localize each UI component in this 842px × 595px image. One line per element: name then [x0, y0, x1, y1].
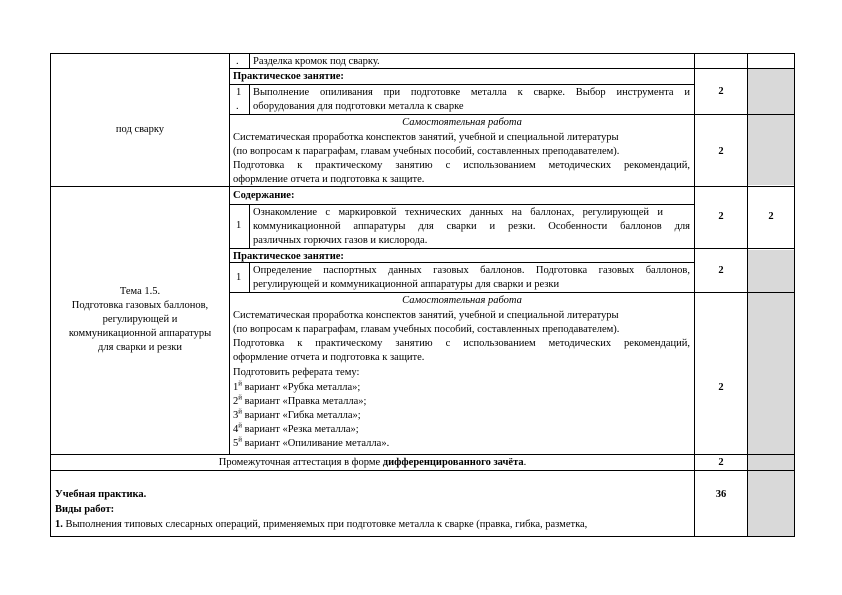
content-heading: Содержание: — [233, 190, 295, 201]
practice-line-b1: Определение паспортных данных газовых баллонов. Подготовка газовых баллонов, — [253, 265, 690, 276]
topic-title-line2: Подготовка газовых баллонов, — [71, 300, 209, 311]
row-line-a3 — [229, 114, 795, 115]
row-line-b5 — [50, 454, 795, 455]
attestation-text: Промежуточная аттестация в форме дифференцированного зачёта. — [218, 457, 527, 468]
self-work-line-a2: (по вопросам к параграфам, главам учебных пособий, составленных преподавателем). — [233, 146, 620, 157]
self-work-heading-b: Самостоятельная работа — [402, 295, 522, 306]
topic-title-line1: Тема 1.5. — [119, 286, 161, 297]
row-line-bottom — [50, 536, 795, 537]
work-item-1: 1. Выполнения типовых слесарных операций, применяемых при подготовке металла к сварке (правка, гибка, разметка, — [55, 519, 588, 530]
row-line-c1 — [50, 470, 795, 471]
row-number-dot: . — [236, 56, 239, 67]
practice-number-dot-a: . — [236, 101, 239, 112]
self-work-line-a1: Систематическая проработка конспектов занятий, учебной и специальной литературы — [233, 132, 619, 143]
attestation-hours: 2 — [718, 457, 724, 468]
essay-variant-1: $1^й$ вариант «Рубка металла»; — [233, 379, 361, 393]
essay-variant-5: $5^й$ вариант «Опиливание металла». — [233, 435, 390, 449]
row-line-top — [50, 53, 795, 54]
self-work-line-a3: Подготовка к практическому занятию с использованием методических рекомендаций, — [233, 160, 690, 171]
content-line3: различных горючих газов и кислорода. — [253, 235, 428, 246]
self-work-line-b1: Систематическая проработка конспектов занятий, учебной и специальной литературы — [233, 310, 619, 321]
practical-training-hours: 36 — [715, 489, 727, 500]
practice-number-b: 1 — [236, 272, 242, 283]
practice-hours-a: 2 — [718, 86, 724, 97]
num-col-sep-b2 — [249, 262, 250, 292]
self-work-hours-a: 2 — [718, 146, 724, 157]
content-hours: 2 — [718, 211, 724, 222]
self-work-line-b2: (по вопросам к параграфам, главам учебных пособий, составленных преподавателем). — [233, 324, 620, 335]
level-column-shade-2 — [748, 250, 794, 454]
num-col-sep-b1 — [249, 204, 250, 248]
row-line-a4 — [50, 186, 795, 187]
essay-variant-3: $3^й$ вариант «Гибка металла»; — [233, 407, 361, 421]
table-border-level-left — [747, 53, 748, 536]
work-types-label: Виды работ: — [55, 504, 115, 515]
self-work-line-a4: оформление отчета и подготовка к защите. — [233, 174, 425, 185]
practice-line-a1: Выполнение опиливания при подготовке металла к сварке. Выбор инструмента и — [253, 87, 690, 98]
self-work-heading-a: Самостоятельная работа — [402, 117, 522, 128]
topic-title-line5: для сварки и резки — [98, 342, 182, 353]
content-level: 2 — [768, 211, 774, 222]
content-line2: коммуникационной аппаратуры для сварки и резки. Особенности баллонов для — [253, 221, 690, 232]
practice-heading-a: Практическое занятие: — [233, 71, 344, 82]
topic-title-line3: регулирующей и — [102, 314, 178, 325]
row-line-a1 — [229, 68, 795, 69]
row-line-a2 — [229, 84, 695, 85]
practice-line-b2: регулирующей и коммуникационной аппаратуры для сварки и резки — [253, 279, 560, 290]
topic-title-line4: коммуникационной аппаратуры — [68, 328, 212, 339]
num-col-sep-a1 — [249, 53, 250, 68]
row-edge-cutting: Разделка кромок под сварку. — [253, 56, 380, 67]
content-number: 1 — [236, 220, 242, 231]
self-work-line-b3: Подготовка к практическому занятию с использованием методических рекомендаций, — [233, 338, 690, 349]
self-work-hours-b: 2 — [718, 382, 724, 393]
practice-number-a: 1 — [236, 87, 242, 98]
practice-heading-b: Практическое занятие: — [233, 251, 344, 262]
practice-line-a2: оборудования для подготовки металла к сварке — [253, 101, 464, 112]
content-line1: Ознакомление с маркировкой технических данных на баллонах, регулирующей и — [253, 207, 663, 218]
practice-hours-b: 2 — [718, 265, 724, 276]
level-column-shade-3 — [748, 455, 794, 470]
topic-cell-under-welding: под сварку — [115, 124, 165, 135]
row-line-b1 — [229, 204, 695, 205]
row-line-b2 — [229, 248, 795, 249]
num-col-sep-a2 — [249, 84, 250, 114]
essay-variant-2: $2^й$ вариант «Правка металла»; — [233, 393, 367, 407]
level-column-shade-4 — [748, 471, 794, 536]
level-column-shade-1 — [748, 69, 794, 185]
essay-variant-4: $4^й$ вариант «Резка металла»; — [233, 421, 359, 435]
table-border-right — [794, 53, 795, 536]
self-work-line-b4: оформление отчета и подготовка к защите. — [233, 352, 425, 363]
practical-training-title: Учебная практика. — [55, 489, 147, 500]
row-line-b4 — [229, 292, 795, 293]
self-work-line-b5: Подготовить реферата тему: — [233, 367, 360, 378]
